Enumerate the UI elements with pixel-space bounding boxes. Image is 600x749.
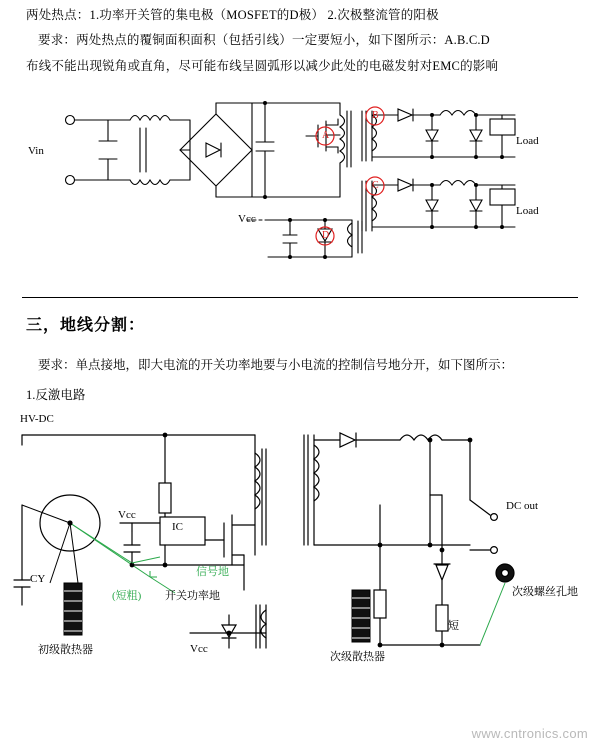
label-dc-out: DC out <box>506 500 539 512</box>
section-divider <box>22 297 578 298</box>
figure-flyback-ground-split <box>0 405 600 695</box>
watermark: www.cntronics.com <box>471 726 588 741</box>
paragraph-1: 两处热点：1.功率开关管的集电极（MOSFET的D极） 2.次极整流管的阳极 <box>26 8 439 22</box>
label-short-thick: (短粗) <box>112 590 142 602</box>
paragraph-2: 要求：两处热点的覆铜面积面积（包括引线）一定要短小，如下图所示：A.B.C.D <box>38 33 490 47</box>
label-secondary-screw-hole: 次级螺丝孔地 <box>512 586 578 598</box>
label-ic: IC <box>172 521 183 533</box>
label-short: 短 <box>448 620 459 632</box>
section-heading: 三，地线分割： <box>26 317 146 334</box>
label-vcc-primary: Vcc <box>238 213 256 225</box>
label-vin: Vin <box>28 145 44 157</box>
subsection-heading: 1.反激电路 <box>26 388 86 402</box>
label-load-2: Load <box>516 205 539 217</box>
label-vcc-ic: Vcc <box>118 509 136 521</box>
label-primary-heatsink: 初级散热器 <box>38 644 93 656</box>
section-requirement: 要求：单点接地，即大电流的开关功率地要与小电流的控制信号地分开，如下图所示： <box>38 358 514 372</box>
label-cy: CY <box>30 573 46 585</box>
hotspot-label-b: B <box>372 110 379 121</box>
label-secondary-heatsink: 次级散热器 <box>330 651 385 663</box>
figure1-svg <box>0 95 600 270</box>
label-vcc-bottom: Vcc <box>190 643 208 655</box>
hotspot-label-c: C <box>372 180 379 191</box>
label-load-1: Load <box>516 135 539 147</box>
label-signal-ground: 信号地 <box>196 566 229 578</box>
paragraph-3: 布线不能出现锐角或直角，尽可能布线呈圆弧形以减少此处的电磁发射对EMC的影响 <box>26 59 499 73</box>
label-hv-dc: HV-DC <box>20 413 54 425</box>
label-switch-power-ground: 开关功率地 <box>165 590 220 602</box>
hotspot-label-a: A <box>322 130 330 141</box>
figure-switching-power-supply <box>0 95 600 270</box>
hotspot-label-d: D <box>322 230 330 241</box>
